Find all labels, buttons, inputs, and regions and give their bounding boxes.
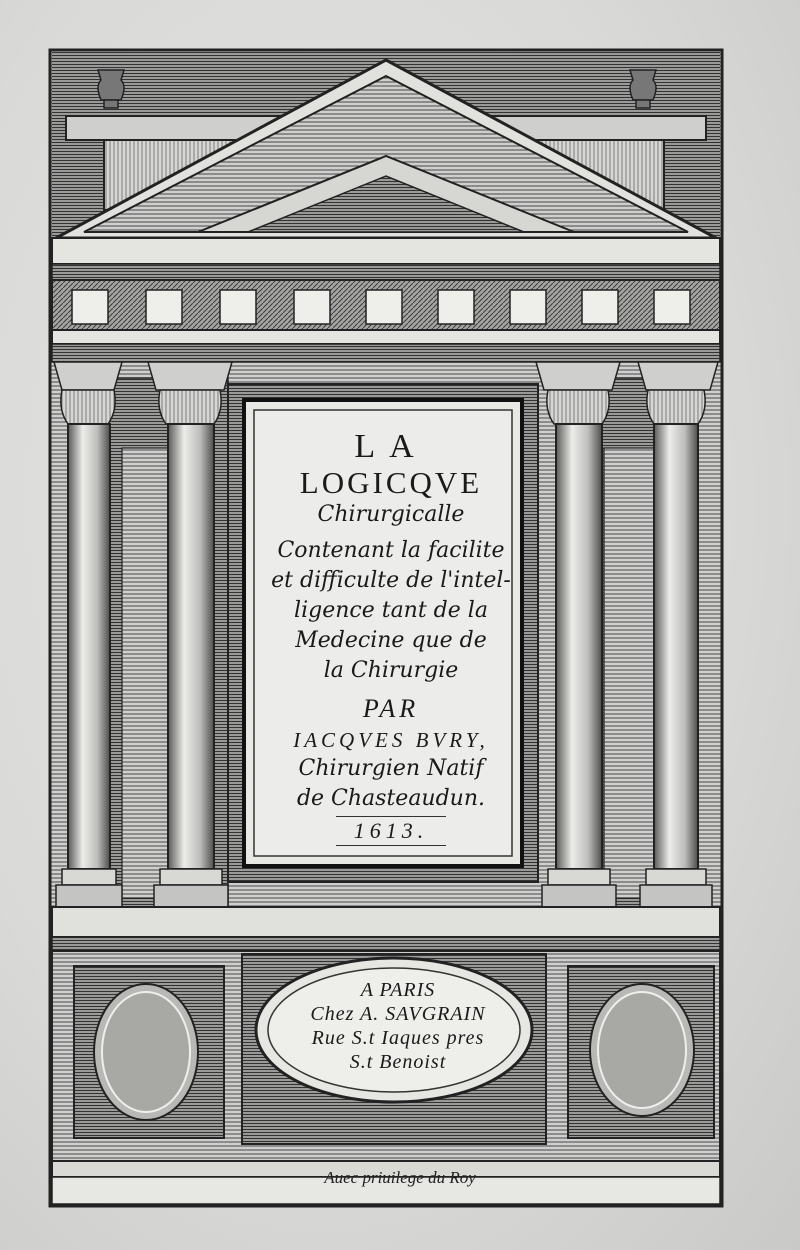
imprint-line: A PARIS <box>360 979 436 1001</box>
frieze-windows <box>72 290 690 324</box>
royal-privilege-note: Auec priuilege du Roy <box>324 1168 476 1187</box>
description-line: la Chirurgie <box>323 658 459 683</box>
publication-year: 1613. <box>336 816 447 846</box>
imprint-cartouche <box>280 978 516 1088</box>
author-origin: de Chasteaudun. <box>296 786 486 811</box>
par-label: PAR <box>362 694 420 723</box>
author-role: Chirurgien Natif <box>298 756 484 781</box>
author-name: IACQVES BVRY, <box>293 728 489 752</box>
imprint-line: S.t Benoist <box>349 1051 447 1073</box>
title-cartouche <box>262 420 520 860</box>
title-line-3: Chirurgicalle <box>317 502 465 527</box>
description-line: ligence tant de la <box>294 598 488 623</box>
title-line-2: LOGICQVE <box>299 465 483 500</box>
description-line: Medecine que de <box>295 628 487 653</box>
description-line: et difficulte de l'intel- <box>271 568 511 593</box>
title-line-1: LA <box>354 428 428 465</box>
description-line: Contenant la facilite <box>277 538 505 563</box>
imprint-line: Chez A. SAVGRAIN <box>310 1003 486 1025</box>
imprint-line: Rue S.t Iaques pres <box>311 1027 485 1049</box>
